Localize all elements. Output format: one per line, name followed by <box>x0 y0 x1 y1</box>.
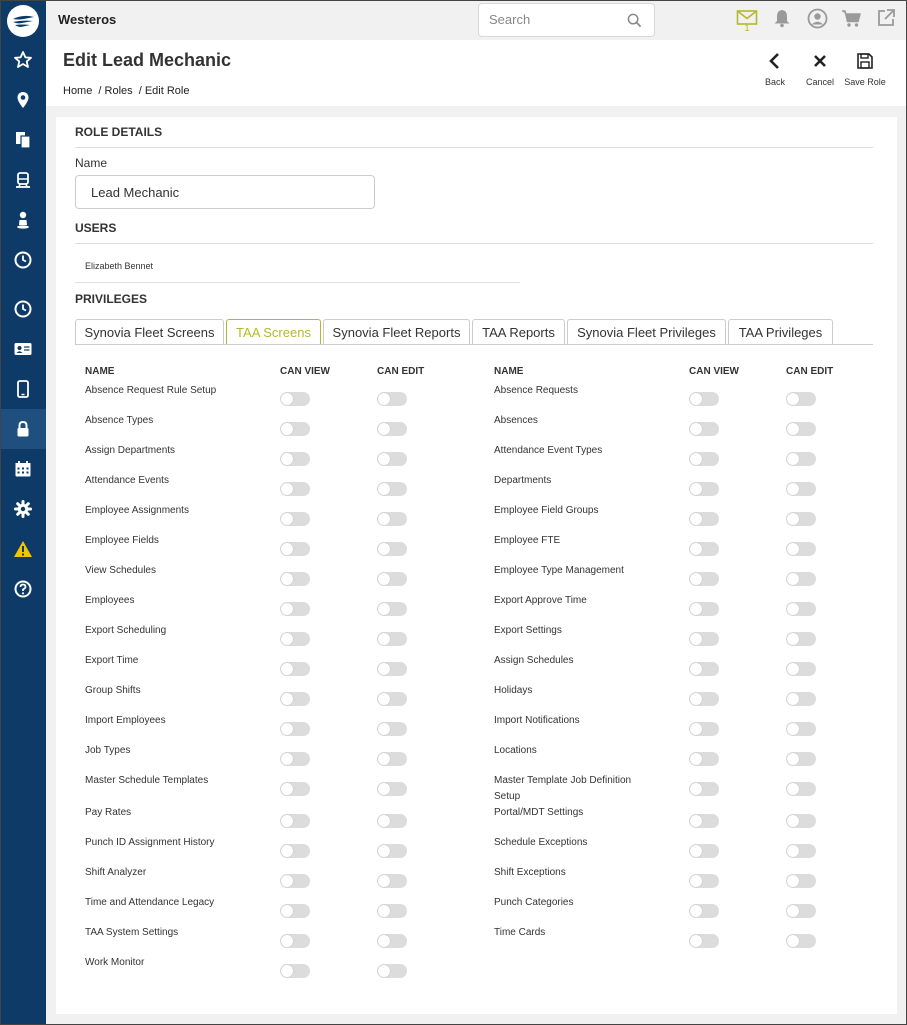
tab-taa-privileges[interactable]: TAA Privileges <box>728 319 833 345</box>
top-bar <box>46 0 907 40</box>
right-can-edit-toggle[interactable] <box>786 904 816 918</box>
left-can-edit-toggle[interactable] <box>377 392 407 406</box>
left-can-edit-toggle[interactable] <box>377 904 407 918</box>
chevron-left-icon <box>766 52 784 70</box>
right-privilege-name: Export Settings <box>494 625 562 636</box>
tabs-underline <box>75 344 873 345</box>
app-title: Westeros <box>58 12 117 27</box>
left-can-view-toggle[interactable] <box>280 512 310 526</box>
notifications-button[interactable] <box>770 6 794 30</box>
left-can-view-toggle[interactable] <box>280 602 310 616</box>
left-privilege-name: Group Shifts <box>85 685 141 696</box>
left-can-view-toggle[interactable] <box>280 632 310 646</box>
map-pin-icon <box>13 90 33 110</box>
right-privilege-name: Locations <box>494 745 537 756</box>
left-privilege-name: Attendance Events <box>85 475 169 486</box>
left-can-edit-toggle[interactable] <box>377 752 407 766</box>
left-privilege-name: Master Schedule Templates <box>85 775 209 786</box>
right-can-edit-toggle[interactable] <box>786 572 816 586</box>
right-can-view-toggle[interactable] <box>689 542 719 556</box>
right-can-edit-toggle[interactable] <box>786 934 816 948</box>
back-button[interactable] <box>750 52 800 87</box>
right-can-edit-toggle[interactable] <box>786 874 816 888</box>
help-icon <box>13 579 33 599</box>
save-disk-icon <box>856 52 874 70</box>
driver-icon <box>13 210 33 230</box>
sidebar-item-favorites[interactable] <box>0 40 46 80</box>
sidebar-item-devices[interactable] <box>0 369 46 409</box>
breadcrumb-current: / Edit Role <box>138 85 190 97</box>
right-can-view-toggle[interactable] <box>689 662 719 676</box>
tab-taa-reports[interactable]: TAA Reports <box>472 319 565 345</box>
breadcrumb <box>63 85 192 97</box>
left-privilege-name: Absence Types <box>85 415 154 426</box>
left-can-edit-toggle[interactable] <box>377 542 407 556</box>
right-name-header: NAME <box>494 366 524 377</box>
cancel-button[interactable] <box>795 52 845 87</box>
sidebar-item-settings[interactable] <box>0 489 46 529</box>
logo-icon <box>10 8 36 34</box>
bell-icon <box>772 8 792 28</box>
right-can-view-toggle[interactable] <box>689 934 719 948</box>
left-privilege-name: Time and Attendance Legacy <box>85 897 215 908</box>
right-can-edit-toggle[interactable] <box>786 482 816 496</box>
sidebar-item-vehicles[interactable] <box>0 160 46 200</box>
left-can-view-toggle[interactable] <box>280 662 310 676</box>
warning-icon <box>13 539 33 559</box>
right-can-edit-toggle[interactable] <box>786 814 816 828</box>
right-privilege-name: Employee Type Management <box>494 565 624 576</box>
right-can-edit-toggle[interactable] <box>786 542 816 556</box>
right-privilege-name: Export Approve Time <box>494 595 587 606</box>
left-can-edit-toggle[interactable] <box>377 874 407 888</box>
right-privilege-name: Attendance Event Types <box>494 445 603 456</box>
left-can-edit-toggle[interactable] <box>377 482 407 496</box>
right-privilege-name: Punch Categories <box>494 897 574 908</box>
right-can-edit-toggle[interactable] <box>786 782 816 796</box>
left-privilege-name: Employees <box>85 595 135 606</box>
sidebar <box>0 0 46 1025</box>
left-can-edit-header: CAN EDIT <box>377 366 425 377</box>
search-input[interactable] <box>489 12 619 27</box>
right-privilege-name: Absence Requests <box>494 385 578 396</box>
privileges-heading: PRIVILEGES <box>75 292 148 306</box>
right-privilege-name: Shift Exceptions <box>494 867 566 878</box>
sidebar-item-employees[interactable] <box>0 329 46 369</box>
left-can-view-toggle[interactable] <box>280 874 310 888</box>
right-can-view-toggle[interactable] <box>689 904 719 918</box>
right-privilege-name: Departments <box>494 475 552 486</box>
left-privilege-name: Job Types <box>85 745 131 756</box>
left-can-edit-toggle[interactable] <box>377 602 407 616</box>
right-can-edit-toggle[interactable] <box>786 722 816 736</box>
name-label: Name <box>75 156 108 170</box>
tablet-icon <box>13 379 33 399</box>
left-can-edit-toggle[interactable] <box>377 722 407 736</box>
cart-button[interactable] <box>839 6 863 30</box>
right-can-edit-toggle[interactable] <box>786 512 816 526</box>
sidebar-item-drivers[interactable] <box>0 200 46 240</box>
star-icon <box>13 50 33 70</box>
left-privilege-name: Assign Departments <box>85 445 176 456</box>
save-role-button[interactable] <box>840 52 890 87</box>
cart-icon <box>841 9 862 28</box>
left-name-header: NAME <box>85 366 115 377</box>
tab-synovia-fleet-screens[interactable]: Synovia Fleet Screens <box>75 319 224 345</box>
right-can-edit-header: CAN EDIT <box>786 366 834 377</box>
right-can-view-toggle[interactable] <box>689 452 719 466</box>
left-can-edit-toggle[interactable] <box>377 844 407 858</box>
page-header <box>46 40 907 106</box>
calendar-icon <box>13 459 33 479</box>
time-clock-icon <box>13 299 33 319</box>
left-can-view-toggle[interactable] <box>280 422 310 436</box>
sidebar-item-security[interactable] <box>0 409 46 449</box>
role-details-divider <box>75 147 873 148</box>
right-can-view-toggle[interactable] <box>689 874 719 888</box>
role-details-heading: ROLE DETAILS <box>75 125 163 139</box>
right-can-edit-toggle[interactable] <box>786 692 816 706</box>
sidebar-item-documents[interactable] <box>0 120 46 160</box>
left-can-view-toggle[interactable] <box>280 482 310 496</box>
right-can-edit-toggle[interactable] <box>786 844 816 858</box>
left-can-view-toggle[interactable] <box>280 904 310 918</box>
right-can-edit-toggle[interactable] <box>786 392 816 406</box>
sidebar-item-locations[interactable] <box>0 80 46 120</box>
right-can-view-header: CAN VIEW <box>689 366 739 377</box>
profile-button[interactable] <box>805 6 829 30</box>
left-privilege-name: Employee Assignments <box>85 505 189 516</box>
right-can-edit-toggle[interactable] <box>786 452 816 466</box>
left-can-edit-toggle[interactable] <box>377 934 407 948</box>
right-privilege-name: Time Cards <box>494 927 546 938</box>
user-list-item: Elizabeth Bennet <box>85 261 154 271</box>
right-privilege-name: Assign Schedules <box>494 655 574 666</box>
left-can-edit-toggle[interactable] <box>377 964 407 978</box>
left-privilege-name: Work Monitor <box>85 957 145 968</box>
right-can-view-toggle[interactable] <box>689 602 719 616</box>
right-privilege-name: Master Template Job Definition Setup <box>494 775 632 802</box>
left-can-view-toggle[interactable] <box>280 844 310 858</box>
left-can-view-header: CAN VIEW <box>280 366 330 377</box>
role-form-card <box>56 117 897 1014</box>
tab-taa-screens[interactable]: TAA Screens <box>226 319 321 345</box>
right-can-view-toggle[interactable] <box>689 752 719 766</box>
left-can-view-toggle[interactable] <box>280 934 310 948</box>
lock-icon <box>13 419 33 439</box>
right-can-view-toggle[interactable] <box>689 392 719 406</box>
left-can-edit-toggle[interactable] <box>377 662 407 676</box>
left-can-view-toggle[interactable] <box>280 814 310 828</box>
app-logo[interactable] <box>7 5 39 37</box>
save-role-label: Save Role <box>844 77 886 87</box>
search-icon[interactable] <box>627 13 642 28</box>
right-can-view-toggle[interactable] <box>689 722 719 736</box>
id-card-icon <box>13 339 33 359</box>
users-heading: USERS <box>75 221 117 235</box>
page-title: Edit Lead Mechanic <box>63 50 232 70</box>
right-can-view-toggle[interactable] <box>689 844 719 858</box>
sidebar-item-calendar[interactable] <box>0 449 46 489</box>
users-divider <box>75 243 873 244</box>
right-can-edit-toggle[interactable] <box>786 752 816 766</box>
left-privilege-name: Shift Analyzer <box>85 867 147 878</box>
right-can-view-toggle[interactable] <box>689 422 719 436</box>
left-privilege-name: Absence Request Rule Setup <box>85 385 217 396</box>
left-privilege-name: Export Time <box>85 655 139 666</box>
tab-synovia-fleet-privileges[interactable]: Synovia Fleet Privileges <box>567 319 726 345</box>
clock-icon <box>13 250 33 270</box>
right-can-edit-toggle[interactable] <box>786 422 816 436</box>
external-link-button[interactable] <box>874 6 898 30</box>
right-privilege-name: Schedule Exceptions <box>494 837 588 848</box>
left-privilege-name: Employee Fields <box>85 535 159 546</box>
right-can-view-toggle[interactable] <box>689 814 719 828</box>
search-box[interactable] <box>478 3 655 37</box>
left-can-view-toggle[interactable] <box>280 452 310 466</box>
right-can-view-toggle[interactable] <box>689 632 719 646</box>
right-can-edit-toggle[interactable] <box>786 662 816 676</box>
external-link-icon <box>876 8 896 28</box>
users-list-divider <box>75 282 520 283</box>
messages-count-badge: 1 <box>744 23 750 33</box>
tab-synovia-fleet-reports[interactable]: Synovia Fleet Reports <box>323 319 470 345</box>
left-can-edit-toggle[interactable] <box>377 632 407 646</box>
right-privilege-name: Portal/MDT Settings <box>494 807 584 818</box>
left-can-edit-toggle[interactable] <box>377 814 407 828</box>
sidebar-item-alerts[interactable] <box>0 529 46 569</box>
left-can-edit-toggle[interactable] <box>377 692 407 706</box>
left-can-edit-toggle[interactable] <box>377 782 407 796</box>
right-privilege-name: Absences <box>494 415 538 426</box>
right-can-edit-toggle[interactable] <box>786 602 816 616</box>
left-can-edit-toggle[interactable] <box>377 512 407 526</box>
left-privilege-name: Import Employees <box>85 715 166 726</box>
role-name-input[interactable] <box>75 175 375 209</box>
sidebar-item-help[interactable] <box>0 569 46 609</box>
right-privilege-name: Employee Field Groups <box>494 505 599 516</box>
user-circle-icon <box>807 8 828 29</box>
right-privilege-name: Employee FTE <box>494 535 561 546</box>
left-privilege-name: View Schedules <box>85 565 156 576</box>
left-can-view-toggle[interactable] <box>280 964 310 978</box>
right-privilege-name: Import Notifications <box>494 715 580 726</box>
documents-icon <box>13 130 33 150</box>
left-can-view-toggle[interactable] <box>280 392 310 406</box>
left-can-view-toggle[interactable] <box>280 572 310 586</box>
right-can-edit-toggle[interactable] <box>786 632 816 646</box>
left-can-view-toggle[interactable] <box>280 542 310 556</box>
right-can-view-toggle[interactable] <box>689 512 719 526</box>
left-privilege-name: TAA System Settings <box>85 927 179 938</box>
right-can-view-toggle[interactable] <box>689 692 719 706</box>
right-can-view-toggle[interactable] <box>689 572 719 586</box>
left-can-view-toggle[interactable] <box>280 782 310 796</box>
gear-icon <box>13 499 33 519</box>
right-can-view-toggle[interactable] <box>689 482 719 496</box>
sidebar-item-history[interactable] <box>0 240 46 280</box>
left-privilege-name: Punch ID Assignment History <box>85 837 215 848</box>
left-can-view-toggle[interactable] <box>280 752 310 766</box>
cancel-label: Cancel <box>805 77 834 87</box>
close-icon <box>811 52 829 70</box>
left-privilege-name: Export Scheduling <box>85 625 167 636</box>
right-privilege-name: Holidays <box>494 685 533 696</box>
left-privilege-name: Pay Rates <box>85 807 132 818</box>
left-can-edit-toggle[interactable] <box>377 422 407 436</box>
bus-icon <box>13 170 33 190</box>
back-label: Back <box>764 77 785 87</box>
breadcrumb-home[interactable]: Home <box>63 85 93 97</box>
left-can-edit-toggle[interactable] <box>377 572 407 586</box>
breadcrumb-roles[interactable]: / Roles <box>98 85 133 97</box>
left-can-view-toggle[interactable] <box>280 692 310 706</box>
sidebar-item-time[interactable] <box>0 289 46 329</box>
left-can-view-toggle[interactable] <box>280 722 310 736</box>
right-can-view-toggle[interactable] <box>689 782 719 796</box>
left-can-edit-toggle[interactable] <box>377 452 407 466</box>
